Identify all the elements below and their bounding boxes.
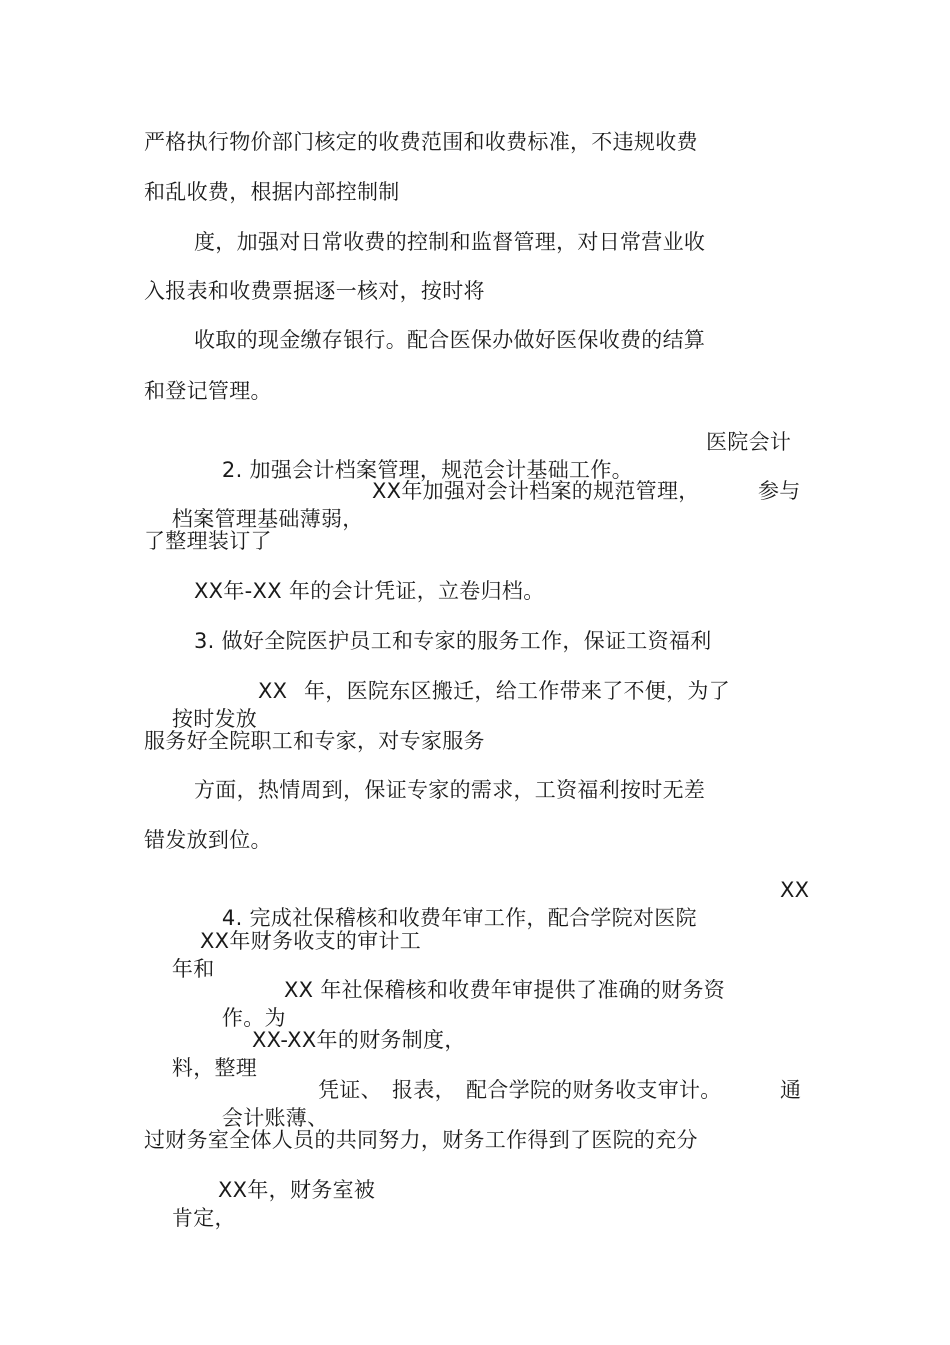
text-line: 3. 做好全院医护员工和专家的服务工作，保证工资福利 bbox=[194, 629, 712, 653]
text-line: 过财务室全体人员的共同努力，财务工作得到了医院的充分 bbox=[144, 1128, 698, 1152]
text-run: 年和 bbox=[171, 957, 215, 981]
text-line: 收取的现金缴存银行。配合医保办做好医保收费的结算 bbox=[194, 328, 706, 352]
text-run: XX 年社保稽核和收费年审提供了准确的财务资 bbox=[284, 978, 726, 1002]
text-line: 服务好全院职工和专家，对专家服务 bbox=[144, 729, 485, 753]
text-line: 严格执行物价部门核定的收费范围和收费标准，不违规收费 bbox=[144, 130, 698, 154]
text-line: 了整理装订了 bbox=[144, 529, 272, 553]
text-line bbox=[144, 1176, 404, 1288]
text-run: 医院会计 bbox=[706, 430, 792, 454]
text-line: 方面，热情周到，保证专家的需求，工资福利按时无差 bbox=[194, 778, 706, 802]
text-run: 档案管理基础薄弱， bbox=[171, 507, 364, 531]
text-run: XX bbox=[258, 679, 288, 703]
text-run: 2. 加强会计档案管理，规范会计基础工作。 bbox=[221, 458, 633, 482]
text-run: XX年财务收支的审计工 bbox=[200, 929, 422, 953]
text-line: 度，加强对日常收费的控制和监督管理，对日常营业收 bbox=[194, 230, 706, 254]
text-line: 和乱收费，根据内部控制制 bbox=[144, 180, 400, 204]
text-run: 料，整理 bbox=[171, 1056, 258, 1080]
text-run: XX bbox=[780, 878, 810, 902]
text-line: 错发放到位。 bbox=[144, 828, 272, 852]
text-line: XX年-XX 年的会计凭证，立卷归档。 bbox=[194, 579, 545, 603]
text-run: 会计账薄、 bbox=[221, 1106, 329, 1130]
text-run: 4. 完成社保稽核和收费年审工作，配合学院对医院 bbox=[221, 906, 697, 930]
text-run: 按时发放 bbox=[171, 707, 258, 731]
text-line: 和登记管理。 bbox=[144, 379, 272, 403]
text-run: 配合学院的财务收支审计。 bbox=[466, 1078, 722, 1102]
text-run: XX-XX年的财务制度， bbox=[252, 1028, 466, 1052]
text-run: 参与 bbox=[758, 479, 801, 503]
text-run: 通 bbox=[780, 1078, 802, 1102]
text-run: 肯定， bbox=[171, 1206, 236, 1230]
text-line: 入报表和收费票据逐一核对，按时将 bbox=[144, 279, 485, 303]
text-run: 凭证、 bbox=[318, 1078, 382, 1102]
text-run: XX年，财务室被 bbox=[218, 1178, 376, 1202]
text-run: 作。为 bbox=[221, 1006, 286, 1030]
text-run: XX年加强对会计档案的规范管理， bbox=[372, 479, 700, 503]
text-run: 年，医院东区搬迁，给工作带来了不便，为了 bbox=[304, 679, 730, 703]
text-run: 报表， bbox=[392, 1078, 456, 1102]
